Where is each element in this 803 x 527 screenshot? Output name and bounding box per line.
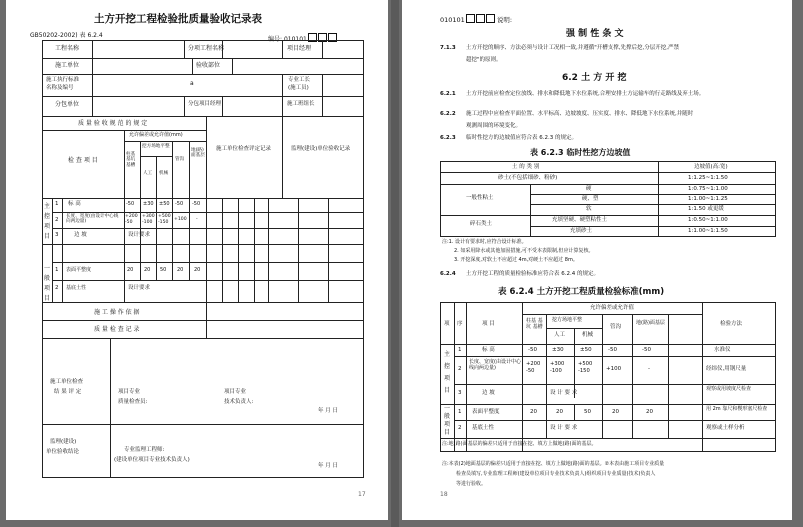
t624-item-value: ±30 <box>552 347 564 353</box>
clause-no: 6.2.4 <box>440 271 456 277</box>
main-item-design: 设计要求 <box>128 232 151 238</box>
clause-text: 土方开挖前应检查定位放线、排水和降低地下水位系统,合理安排土方运输车的行走路线及弃土场。 <box>466 91 705 97</box>
t624-name-header: 项 目 <box>482 321 495 327</box>
supervision-engineer-note: (建设单位项目专业技术负责人) <box>114 457 190 463</box>
t623-row-type: 砂土(不包括细砂、粉砂) <box>498 175 558 181</box>
group-char: 一 <box>44 265 51 272</box>
t624-seq-header: 序 <box>457 321 463 327</box>
t624-item-no: 3 <box>458 390 462 396</box>
group-char: 主 <box>444 351 451 358</box>
inspection-part-label: 验收部位 <box>196 62 221 69</box>
quality-spec-header: 质 量 验 收 规 范 的 规 定 <box>78 120 148 127</box>
general-item-no: 2 <box>55 285 59 291</box>
t623-row-value: 1:1.50 或更缓 <box>688 206 724 212</box>
section-title: 6.2 土 方 开 挖 <box>562 73 627 83</box>
page-separator <box>391 0 399 527</box>
exec-standard-label-2: 名称及编号 <box>46 85 74 91</box>
clause-no: 7.1.3 <box>440 45 456 51</box>
t623-row-sub: 充填砂土 <box>570 228 593 234</box>
main-item-name: 标 高 <box>68 201 81 207</box>
group-char: 主 <box>44 203 51 210</box>
t624-item-value: +300 -100 <box>550 361 565 375</box>
tech-lead-label-1: 项目专业 <box>224 389 247 395</box>
pipe-header: 管沟 <box>175 157 185 162</box>
main-item-name: 长度、宽度(由设计中心线向两边量) <box>66 214 119 225</box>
construction-unit-label: 施工单位 <box>55 62 80 69</box>
footnote: 等进行验收。 <box>456 481 487 487</box>
t624-item-value: 20 <box>646 409 653 415</box>
main-item-value: -50 <box>192 201 201 207</box>
main-item-value: -50 <box>175 201 184 207</box>
t624-manual-header: 人工 <box>554 332 566 338</box>
footnote: 检查员填写,专业监理工程师(建设单位项目专业技术负责人)组织项目专业质量(技术)负责人 <box>456 471 656 477</box>
t624-item-value: -50 <box>608 347 617 353</box>
clause-text: 土方开挖的顺序、方法必须与设计工况相一致,并遵循"开槽支撑,先撑后挖,分层开挖,严禁 <box>466 45 680 51</box>
group-char: 项 <box>44 285 51 292</box>
quality-inspector-label-1: 项目专业 <box>118 389 141 395</box>
t623-col-slope: 边坡值(高:宽) <box>694 164 728 170</box>
general-item-name: 表面平整度 <box>66 267 92 273</box>
tech-lead-label-2: 技术负责人: <box>224 399 254 405</box>
construction-result-label-1: 施工单位检查 <box>50 379 84 385</box>
operation-basis-label: 施 工 操 作 依 据 <box>94 309 140 316</box>
t624-item-name: 标 高 <box>482 347 495 353</box>
general-item-value: 20 <box>177 267 184 273</box>
main-item-value: ±50 <box>159 201 170 207</box>
group-char: 般 <box>444 413 451 420</box>
t624-item-value: 50 <box>584 409 591 415</box>
main-item-value: +100 <box>174 217 187 222</box>
t624-allowable-header: 允许偏差或允许值 <box>590 305 635 311</box>
t623-row-value: 1:0.75~1:1.00 <box>688 186 728 192</box>
supervision-engineer-label: 专业监理工程师: <box>124 447 165 453</box>
date-label: 年 月 日 <box>318 463 338 469</box>
t623-note: 2. 如采用降水或其他加固措施,可不受本表限制,但应计算复核。 <box>454 248 594 254</box>
foreman-label-1: 专业工长 <box>288 77 311 83</box>
group-char: 目 <box>444 387 451 394</box>
t624-item-name: 长度、宽度(由设计中心线向两边量) <box>469 359 521 371</box>
main-item-value: ±30 <box>143 201 154 207</box>
group-char: 目 <box>44 295 51 302</box>
t623-row-type: 碎石类土 <box>470 221 493 227</box>
t623-row-value: 1:0.50~1:1.00 <box>688 217 728 223</box>
subunit-name-label: 分项工程名称 <box>188 45 225 52</box>
t624-ground-header: 地(路)面基层 <box>636 320 665 326</box>
clause-text: 超挖"的原则。 <box>466 57 502 63</box>
check-item-header: 检 查 项 目 <box>68 157 98 164</box>
main-item-no: 1 <box>55 201 59 207</box>
general-item-value: 20 <box>127 267 134 273</box>
t624-item-header: 项 <box>444 321 450 327</box>
t623-row-value: 1:1.00~1:1.50 <box>688 228 728 234</box>
clause-text: 临时性挖方的边坡值应符合表 6.2.3 的规定。 <box>466 135 577 141</box>
t623-col-type: 土 的 类 别 <box>512 164 540 170</box>
general-item-design: 设计要求 <box>128 285 151 291</box>
group-char: 一 <box>444 405 451 412</box>
serial-box-icon <box>466 14 475 23</box>
quality-record-label: 质 量 检 查 记 录 <box>94 326 140 333</box>
construction-result-label-2: 结 果 评 定 <box>54 389 82 395</box>
supervision-conclusion-label-1: 监理(建设) <box>50 439 77 445</box>
group-char: 般 <box>44 275 51 282</box>
t623-row-sub: 硬 <box>586 186 592 192</box>
t624-item-value: +100 <box>606 366 622 372</box>
clause-no: 6.2.3 <box>440 135 456 141</box>
supervision-conclusion-label-2: 单位验收结论 <box>46 449 80 455</box>
table-624-title: 表 6.2.4 土方开挖工程质量检验标准(mm) <box>498 287 665 297</box>
t623-note: 3. 开挖深度,对软土不应超过 4m,对硬土不应超过 8m。 <box>454 257 578 263</box>
serial-box-icon <box>486 14 495 23</box>
general-item-value: 20 <box>194 267 201 273</box>
t624-item-value: 20 <box>612 409 619 415</box>
main-item-value: +300 -100 <box>142 214 155 225</box>
std-code: GB50202-2002) 表 6.2.4 <box>30 32 103 39</box>
main-item-value: +500 -150 <box>158 214 171 225</box>
foreman-label-2: (施工员) <box>288 85 309 91</box>
t624-item-name: 边 坡 <box>482 390 495 396</box>
t624-item-value: ±50 <box>580 347 592 353</box>
main-item-value: -50 <box>126 201 135 207</box>
t623-row-value: 1:1.25~1:1.50 <box>688 175 728 181</box>
clause-text: 土方开挖工程的质量检验标准应符合表 6.2.4 的规定。 <box>466 271 599 277</box>
exec-standard-label-1: 施工执行标准 <box>46 77 80 83</box>
header-line <box>440 14 512 24</box>
t624-item-no: 1 <box>458 409 462 415</box>
right-page <box>402 0 792 520</box>
serial-number: 010101 <box>283 36 307 43</box>
main-item-name: 边 坡 <box>74 232 87 238</box>
t624-item-no: 2 <box>458 425 462 431</box>
main-item-value: +200 -50 <box>125 214 138 225</box>
mandatory-clause-title: 强 制 性 条 文 <box>566 29 624 39</box>
clause-no: 6.2.2 <box>440 111 456 117</box>
left-page <box>6 0 388 520</box>
t624-item-value: -50 <box>642 347 651 353</box>
t624-item-no: 2 <box>458 366 462 372</box>
supervision-record-header: 监理(建设)单位验收记录 <box>291 146 351 152</box>
project-name-label: 工程名称 <box>55 45 80 52</box>
clause-text: 施工过程中应检查平面位置、水平标高、边坡坡度、压实度、排水、降低地下水位系统,并随时 <box>466 111 694 117</box>
t624-item-value: 20 <box>530 409 537 415</box>
footnote: 注:本表(2)地面基层的偏差只适用于直接在挖、填方上做地(路)面的基层。②本表由施工项目专业质量 <box>442 461 665 467</box>
t623-note: 注:1. 设计有要求时,应符合设计标准。 <box>442 239 527 245</box>
t624-item-value: 20 <box>556 409 563 415</box>
quality-inspector-label-2: 质量检查员: <box>118 399 148 405</box>
t623-row-type: 一般性粘土 <box>466 195 494 201</box>
allowable-header: 允许偏差或允许值(mm) <box>129 132 183 138</box>
t624-item-method: 水准仪 <box>714 347 731 353</box>
leveling-header: 挖方场地平整 <box>142 144 170 149</box>
t623-row-sub: 软 <box>586 206 592 212</box>
general-item-no: 1 <box>55 267 59 273</box>
ground-header: 地(路)面基层 <box>191 148 205 159</box>
serial-box-icon <box>476 14 485 23</box>
header-code: 010101 <box>440 16 465 24</box>
general-item-name: 基底土性 <box>66 285 87 291</box>
page-number: 17 <box>358 491 366 498</box>
group-char: 项 <box>44 223 51 230</box>
t624-item-no: 1 <box>458 347 462 353</box>
item-manager-label: 项目经理 <box>287 45 312 52</box>
group-char: 目 <box>444 429 451 436</box>
machine-header: 机械 <box>159 171 169 176</box>
t624-item-value: +500 -150 <box>578 361 593 375</box>
t624-note: 注:地(路)面基层的偏差只适用于直接在挖、填方上做地(路)面的基层。 <box>442 441 597 447</box>
t624-item-design: 设 计 要 求 <box>550 390 578 396</box>
mark-a: a <box>190 80 194 87</box>
group-char: 控 <box>444 363 451 370</box>
t624-item-value: +200 -50 <box>526 361 541 375</box>
t623-row-sub: 充填坚硬、硬塑粘性土 <box>552 217 608 223</box>
t624-item-method: 经纬仪,用钢尺量 <box>706 366 747 372</box>
t624-item-value: -50 <box>528 347 537 353</box>
general-item-value: 20 <box>144 267 151 273</box>
t623-row-sub: 硬、塑 <box>582 196 599 202</box>
manual-header: 人工 <box>143 171 153 176</box>
t624-item-method: 观察或用坡度尺检查 <box>706 386 752 392</box>
main-item-value: - <box>196 217 198 222</box>
general-item-value: 50 <box>160 267 167 273</box>
t624-item-method: 观察或土样分析 <box>706 425 745 431</box>
t624-item-method: 用 2m 靠尺和楔形塞尺检查 <box>706 406 768 412</box>
header-suffix: 说明: <box>496 16 513 24</box>
page-number: 18 <box>440 491 448 498</box>
t623-row-value: 1:1.00~1:1.25 <box>688 196 728 202</box>
t624-item-value: - <box>648 366 650 372</box>
t624-pipe-header: 管沟 <box>610 324 622 330</box>
t624-pile-header: 柱基 基坑 基槽 <box>526 318 543 330</box>
team-leader-label: 施工班组长 <box>287 101 315 107</box>
subcontractor-label: 分包单位 <box>55 101 80 108</box>
left-title: 土方开挖工程检验批质量验收记录表 <box>94 13 262 25</box>
pile-header: 柱基 基坑 基槽 <box>126 152 136 168</box>
group-char: 目 <box>44 233 51 240</box>
table-623-title: 表 6.2.3 临时性挖方边坡值 <box>530 148 631 157</box>
sub-manager-label: 分包项目经理 <box>188 101 222 107</box>
main-item-no: 3 <box>55 232 59 238</box>
t624-machine-header: 机械 <box>582 332 594 338</box>
main-item-no: 2 <box>55 217 59 223</box>
t624-item-design: 设 计 要 求 <box>550 425 578 431</box>
date-label: 年 月 日 <box>318 408 338 414</box>
t624-level-header: 挖方场地平整 <box>552 317 583 323</box>
t624-method-header: 检验方法 <box>720 321 743 327</box>
group-char: 项 <box>444 375 451 382</box>
t624-item-name: 表面平整度 <box>472 409 500 415</box>
group-char: 项 <box>444 421 451 428</box>
clause-no: 6.2.1 <box>440 91 456 97</box>
group-char: 控 <box>44 213 51 220</box>
clause-text: 观测周围的环境变化。 <box>466 123 522 129</box>
serial-label: 编号: <box>268 36 283 43</box>
t624-item-name: 基底土性 <box>472 425 495 431</box>
construction-eval-header: 施工单位检查评定记录 <box>216 146 272 152</box>
